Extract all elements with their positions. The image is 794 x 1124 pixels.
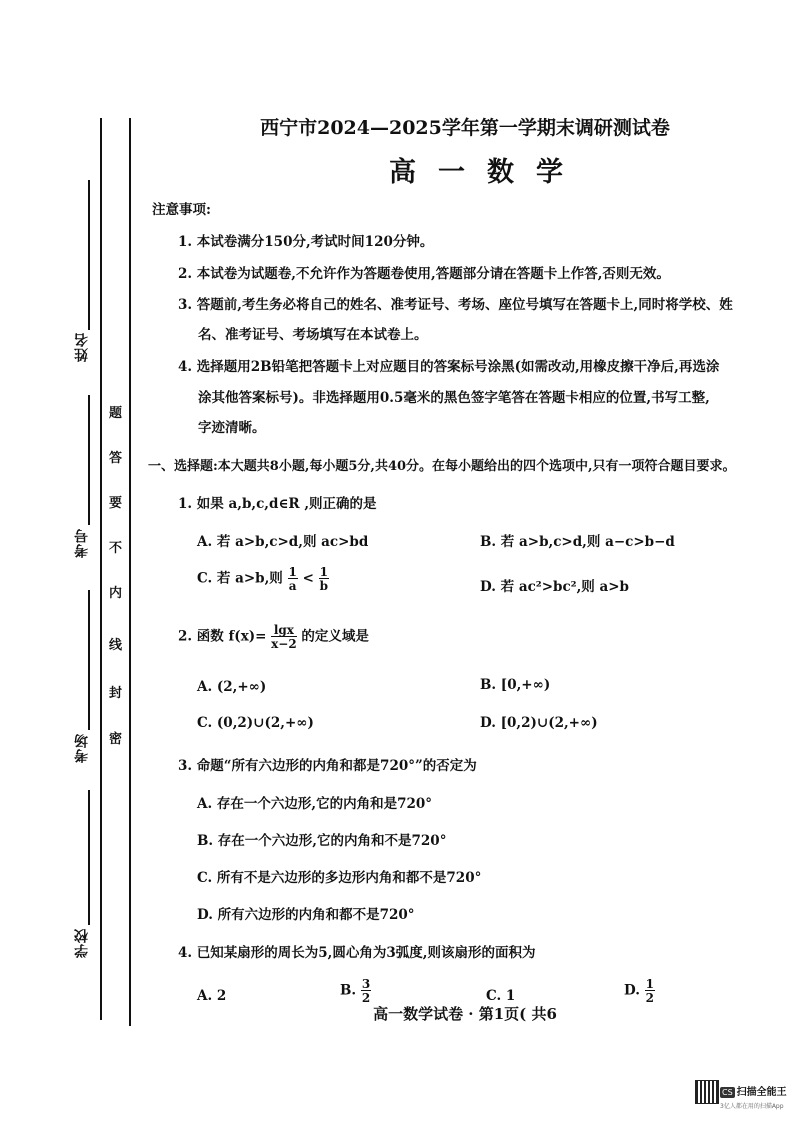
- question-2-option-a: A. (2,+∞): [197, 679, 267, 695]
- fraction: $\frac{1}{2}$: [645, 977, 654, 1005]
- question-3-stem: 3. 命题“所有六边形的内角和都是720°”的否定为: [178, 758, 477, 774]
- question-2-option-d: D. [0,2)∪(2,+∞): [480, 715, 598, 731]
- side-label-school: 学校: [74, 928, 90, 958]
- scanner-name: 扫描全能王: [736, 1087, 787, 1098]
- question-2-suffix: 的定义域是: [301, 628, 369, 645]
- notice-line: 1. 本试卷满分150分,考试时间120分钟。: [178, 234, 434, 250]
- notice-line: 3. 答题前,考生务必将自己的姓名、准考证号、考场、座位号填写在答题卡上,同时将学校、姓: [178, 297, 733, 313]
- binding-line-inner: [129, 118, 131, 1026]
- question-1-option-b: B. 若 a>b,c>d,则 a−c>b−d: [480, 534, 675, 550]
- question-4-option-b: [340, 978, 371, 1004]
- question-2-option-c: C. (0,2)∪(2,+∞): [197, 715, 314, 731]
- fraction: $\frac{1}{a}$: [288, 565, 297, 593]
- side-label-exam-room: 考场: [74, 733, 90, 763]
- seal-char: 线: [109, 638, 123, 653]
- seal-char: 要: [109, 496, 123, 511]
- notice-line: 字迹清晰。: [198, 420, 266, 436]
- exam-title: 西宁市2024—2025学年第一学期末调研测试卷: [260, 117, 670, 139]
- seal-char: 内: [109, 586, 123, 601]
- scanner-watermark: [720, 1080, 787, 1110]
- question-1-option-d: D. 若 ac²>bc²,则 a>b: [480, 579, 629, 595]
- question-3-option-b: B. 存在一个六边形,它的内角和不是720°: [197, 833, 447, 849]
- seal-char: 不: [109, 541, 123, 556]
- notice-line: 2. 本试卷为试题卷,不允许作为答题卷使用,答题部分请在答题卡上作答,否则无效。: [178, 266, 670, 282]
- exam-room-rule: [88, 590, 90, 730]
- side-label-exam-number: 考号: [74, 528, 90, 558]
- question-4-stem: 4. 已知某扇形的周长为5,圆心角为3弧度,则该扇形的面积为: [178, 945, 536, 961]
- question-1-option-a: A. 若 a>b,c>d,则 ac>bd: [197, 534, 369, 550]
- notice-heading: 注意事项:: [152, 202, 211, 218]
- question-4-option-c: C. 1: [486, 988, 516, 1004]
- question-3-option-c: C. 所有不是六边形的多边形内角和都不是720°: [197, 870, 482, 886]
- question-2-option-b: B. [0,+∞): [480, 677, 551, 693]
- question-1-option-c: [197, 566, 329, 592]
- scanner-subtitle: 3亿人都在用的扫描App: [720, 1103, 784, 1110]
- exam-number-rule: [88, 395, 90, 525]
- question-1-stem: 1. 如果 a,b,c,d∈R ,则正确的是: [178, 496, 377, 512]
- name-rule: [88, 180, 90, 330]
- notice-line: 名、准考证号、考场填写在本试卷上。: [198, 327, 428, 343]
- binding-line-outer: [100, 118, 102, 1020]
- seal-char: 密: [109, 732, 123, 747]
- question-3-option-a: A. 存在一个六边形,它的内角和是720°: [197, 796, 433, 812]
- fraction: $\frac{\lg x}{x-2}$: [271, 623, 297, 651]
- notice-line: 涂其他答案标号)。非选择题用0.5毫米的黑色签字笔答在答题卡相应的位置,书写工整,: [198, 390, 710, 406]
- option-letter: B.: [340, 982, 357, 999]
- question-3-option-d: D. 所有六边形的内角和都不是720°: [197, 907, 415, 923]
- question-1-option-c-text: C. 若 a>b,则: [197, 570, 283, 587]
- question-4-option-d: [624, 978, 655, 1004]
- notice-line: 4. 选择题用2B铅笔把答题卡上对应题目的答案标号涂黑(如需改动,用橡皮擦干净后,再选涂: [178, 359, 720, 375]
- seal-char: 题: [109, 406, 123, 421]
- fraction: $\frac{1}{b}$: [319, 565, 328, 593]
- fraction: $\frac{3}{2}$: [361, 977, 371, 1005]
- school-rule: [88, 790, 90, 925]
- qr-code-icon: [695, 1080, 719, 1104]
- question-4-option-a: A. 2: [197, 988, 227, 1004]
- side-label-name: 姓名: [74, 332, 90, 362]
- subject-title: 高一数学: [389, 157, 585, 188]
- question-2-prefix: 2. 函数 f(x)=: [178, 628, 267, 645]
- scanner-badge: CS: [722, 1088, 733, 1097]
- option-letter: D.: [624, 982, 640, 999]
- page-footer: 高一数学试卷 · 第1页( 共6: [373, 1005, 557, 1023]
- section-heading: 一、选择题:本大题共8小题,每小题5分,共40分。在每小题给出的四个选项中,只有一项符合题目要求。: [148, 459, 736, 474]
- less-than: <: [302, 570, 314, 587]
- seal-char: 答: [109, 451, 123, 466]
- seal-char: 封: [109, 686, 123, 701]
- question-2-stem: [178, 624, 369, 650]
